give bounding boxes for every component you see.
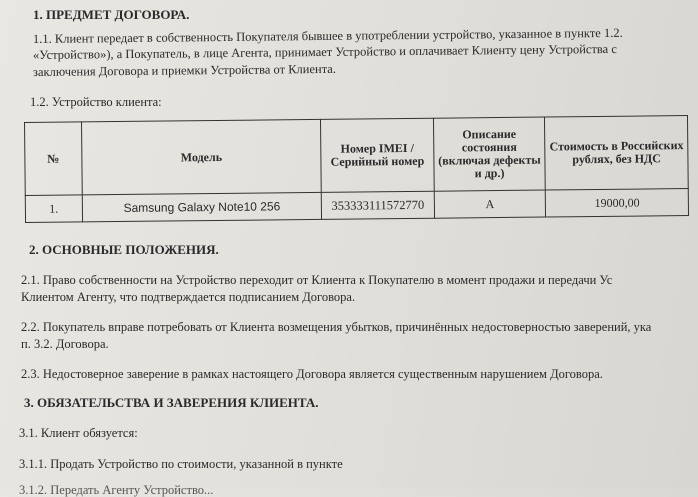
device-table <box>24 115 689 223</box>
section-3-title: 3. ОБЯЗАТЕЛЬСТВА И ЗАВЕРЕНИЯ КЛИЕНТА. <box>24 395 319 410</box>
section-2-title: 2. ОСНОВНЫЕ ПОЛОЖЕНИЯ. <box>29 242 219 257</box>
cell-price: 19000,00 <box>546 189 689 217</box>
cell-number: 1. <box>25 195 82 223</box>
header-condition: Описание состояния (включая дефекты и др.) <box>433 117 546 191</box>
header-price: Стоимость в Российских рублях, без НДС <box>545 116 688 190</box>
device-table-header-row <box>25 116 689 196</box>
table-row <box>25 189 688 223</box>
clause-3-1-1: 3.1.1. Продать Устройство по стоимости, указанной в пункте <box>19 457 343 471</box>
clause-2-3: 2.3. Недостоверное заверение в рамках настоящего Договора является существенным нарушением Договора. <box>21 367 603 381</box>
header-imei: Номер IMEI / Серийный номер <box>321 118 434 192</box>
clause-1-1-line-1: 1.1. Клиент передает в собственность Покупателя бывшее в употреблении устройство, указанное в пункте 1.2. <box>32 25 623 46</box>
clause-2-1-line-2: Клиентом Агенту, что подтверждается подписанием Договора. <box>21 290 356 304</box>
section-1-title: 1. ПРЕДМЕТ ДОГОВОРА. <box>33 7 190 22</box>
clause-3-1-2-partial: 3.1.2. Передать Агенту Устройство... <box>19 483 214 497</box>
clause-1-1-line-2: «Устройство»), а Покупатель, в лице Агента, принимает Устройство и оплачивает Клиенту цену Устройства с <box>32 41 617 62</box>
clause-1-1-line-3: заключения Договора и приемки Устройства от Клиента. <box>32 61 337 79</box>
cell-imei: 353333111572770 <box>322 191 434 219</box>
header-number: № <box>25 122 82 196</box>
header-model: Модель <box>81 119 321 195</box>
clause-1-2: 1.2. Устройство клиента: <box>30 95 162 109</box>
cell-model: Samsung Galaxy Note10 256 <box>82 192 322 222</box>
clause-2-1-line-1: 2.1. Право собственности на Устройство переходит от Клиента к Покупателю в момент продажи и передачи Ус <box>21 273 613 287</box>
clause-2-2-line-1: 2.2. Покупатель вправе потребовать от Клиента возмещения убытков, причинённых недостоверностью заверений, ука <box>21 320 652 334</box>
clause-3-1: 3.1. Клиент обязуется: <box>19 426 138 440</box>
cell-condition: A <box>434 190 546 218</box>
clause-2-2-line-2: п. 3.2. Договора. <box>21 337 109 351</box>
